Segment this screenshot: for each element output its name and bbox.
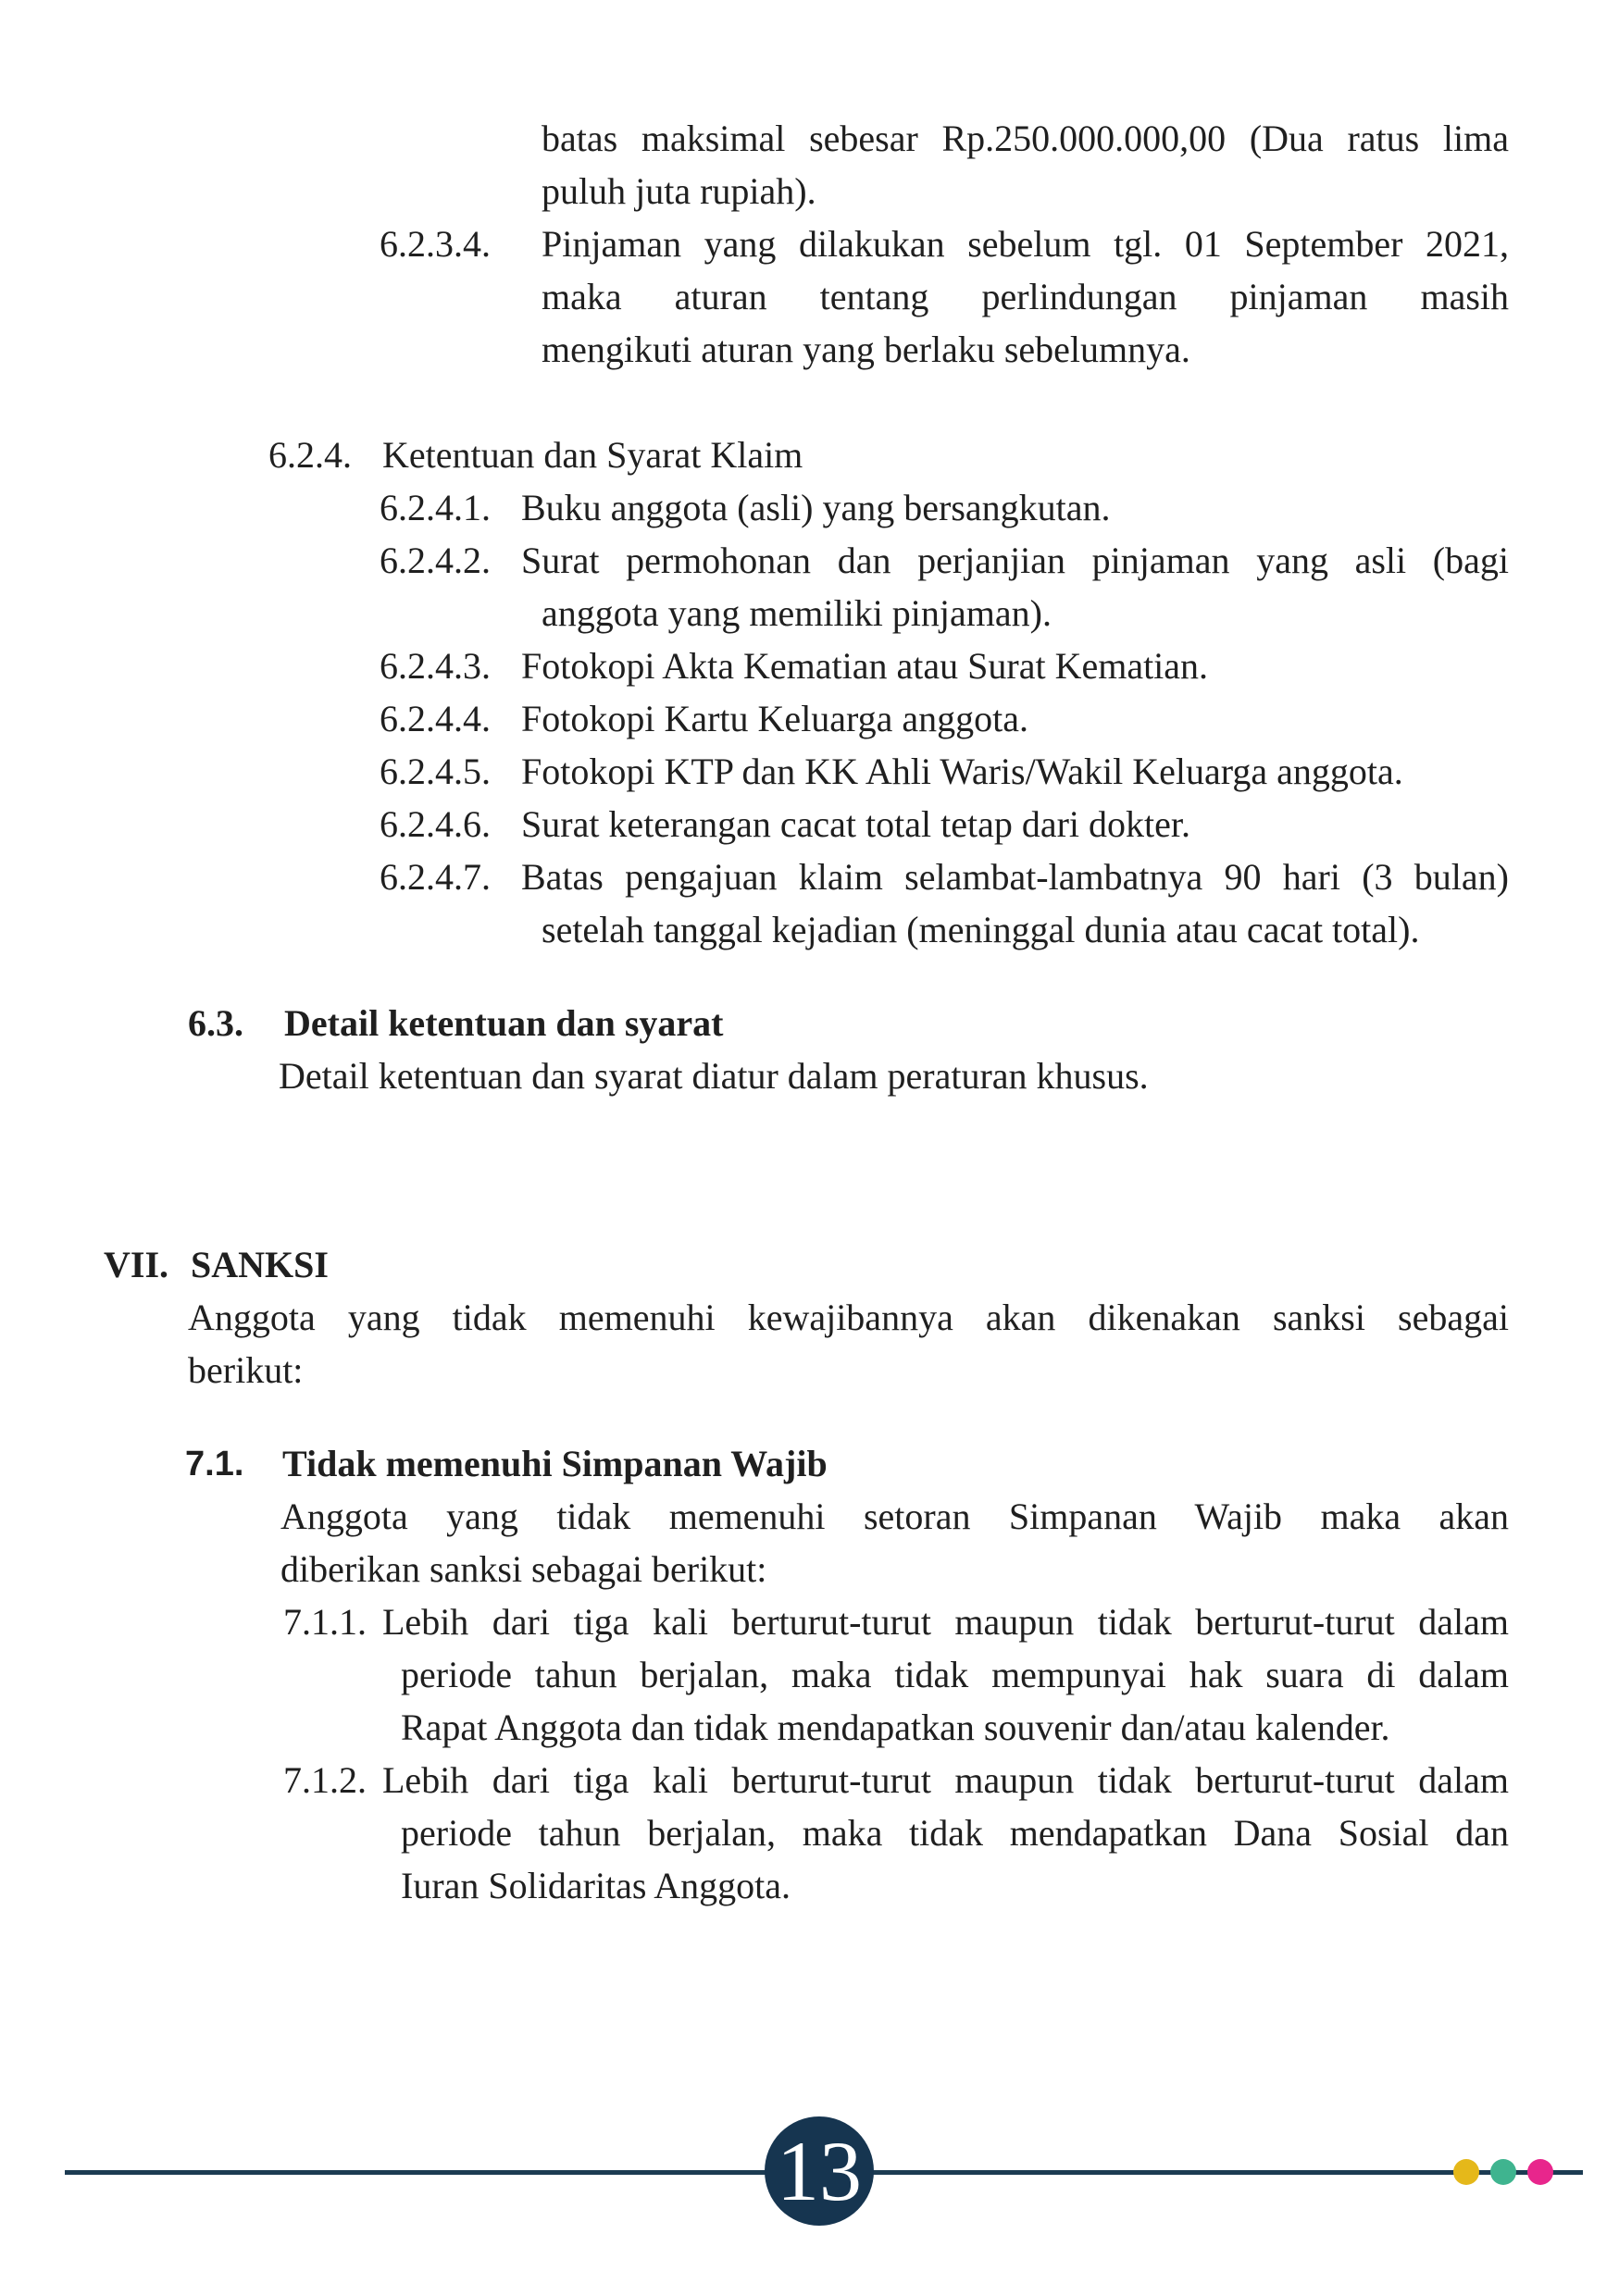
paragraph-line: berikut: (188, 1349, 304, 1391)
page-number: 13 (777, 2124, 862, 2218)
paragraph-line: Detail ketentuan dan syarat diatur dalam peraturan khusus. (279, 1055, 1149, 1097)
list-item: setelah tanggal kejadian (meninggal dunia atau cacat total). (542, 909, 1420, 950)
list-item: anggota yang memiliki pinjaman). (542, 592, 1052, 634)
list-item: Surat permohonan dan perjanjian pinjaman yang asli (bagi (521, 540, 1509, 581)
list-item: periode tahun berjalan, maka tidak mendapatkan Dana Sosial dan (401, 1812, 1509, 1854)
item-number: 7.1.2. (283, 1759, 367, 1801)
paragraph-line: mengikuti aturan yang berlaku sebelumnya. (542, 329, 1190, 370)
item-number: 6.2.4.4. (380, 698, 491, 739)
list-item: Lebih dari tiga kali berturut-turut maupun tidak berturut-turut dalam (382, 1601, 1509, 1643)
item-number: 6.2.4.1. (380, 487, 491, 528)
item-number: 6.2.3.4. (380, 223, 491, 265)
footer-dot-green (1490, 2159, 1516, 2185)
footer-dot-pink (1527, 2159, 1553, 2185)
list-item: Fotokopi Kartu Keluarga anggota. (521, 698, 1029, 739)
list-item: Fotokopi Akta Kematian atau Surat Kematian. (521, 645, 1209, 687)
paragraph-line: Anggota yang tidak memenuhi setoran Simpanan Wajib maka akan (280, 1496, 1509, 1537)
item-number: 6.2.4.5. (380, 751, 491, 792)
section-number: 6.2.4. (268, 434, 352, 476)
section-title: Tidak memenuhi Simpanan Wajib (282, 1443, 828, 1484)
paragraph-line: Anggota yang tidak memenuhi kewajibannya akan dikenakan sanksi sebagai (188, 1297, 1509, 1338)
section-title: Detail ketentuan dan syarat (284, 1002, 724, 1044)
list-item: Surat keterangan cacat total tetap dari dokter. (521, 803, 1191, 845)
paragraph-line: maka aturan tentang perlindungan pinjaman masih (542, 276, 1509, 317)
section-number: 7.1. (185, 1445, 244, 1483)
footer-dot-yellow (1453, 2159, 1479, 2185)
item-number: 7.1.1. (283, 1601, 367, 1643)
list-item: Fotokopi KTP dan KK Ahli Waris/Wakil Keluarga anggota. (521, 751, 1403, 792)
paragraph-line: batas maksimal sebesar Rp.250.000.000,00 (Dua ratus lima (542, 118, 1509, 159)
paragraph-line: puluh juta rupiah). (542, 170, 816, 212)
list-item: Lebih dari tiga kali berturut-turut maupun tidak berturut-turut dalam (382, 1759, 1509, 1801)
list-item: Batas pengajuan klaim selambat-lambatnya 90 hari (3 bulan) (521, 856, 1509, 898)
item-number: 6.2.4.3. (380, 645, 491, 687)
item-number: 6.2.4.7. (380, 856, 491, 898)
paragraph-line: diberikan sanksi sebagai berikut: (280, 1548, 767, 1590)
section-number: 6.3. (188, 1002, 243, 1044)
list-item: periode tahun berjalan, maka tidak mempunyai hak suara di dalam (401, 1654, 1509, 1695)
item-number: 6.2.4.2. (380, 540, 491, 581)
item-number: 6.2.4.6. (380, 803, 491, 845)
list-item: Iuran Solidaritas Anggota. (401, 1865, 791, 1906)
list-item: Rapat Anggota dan tidak mendapatkan souvenir dan/atau kalender. (401, 1706, 1390, 1748)
section-title: Ketentuan dan Syarat Klaim (382, 434, 803, 476)
paragraph-line: Pinjaman yang dilakukan sebelum tgl. 01 September 2021, (542, 223, 1509, 265)
chapter-title: SANKSI (191, 1244, 329, 1285)
chapter-number: VII. (104, 1244, 169, 1285)
page-number-badge (765, 2116, 874, 2226)
list-item: Buku anggota (asli) yang bersangkutan. (521, 487, 1111, 528)
